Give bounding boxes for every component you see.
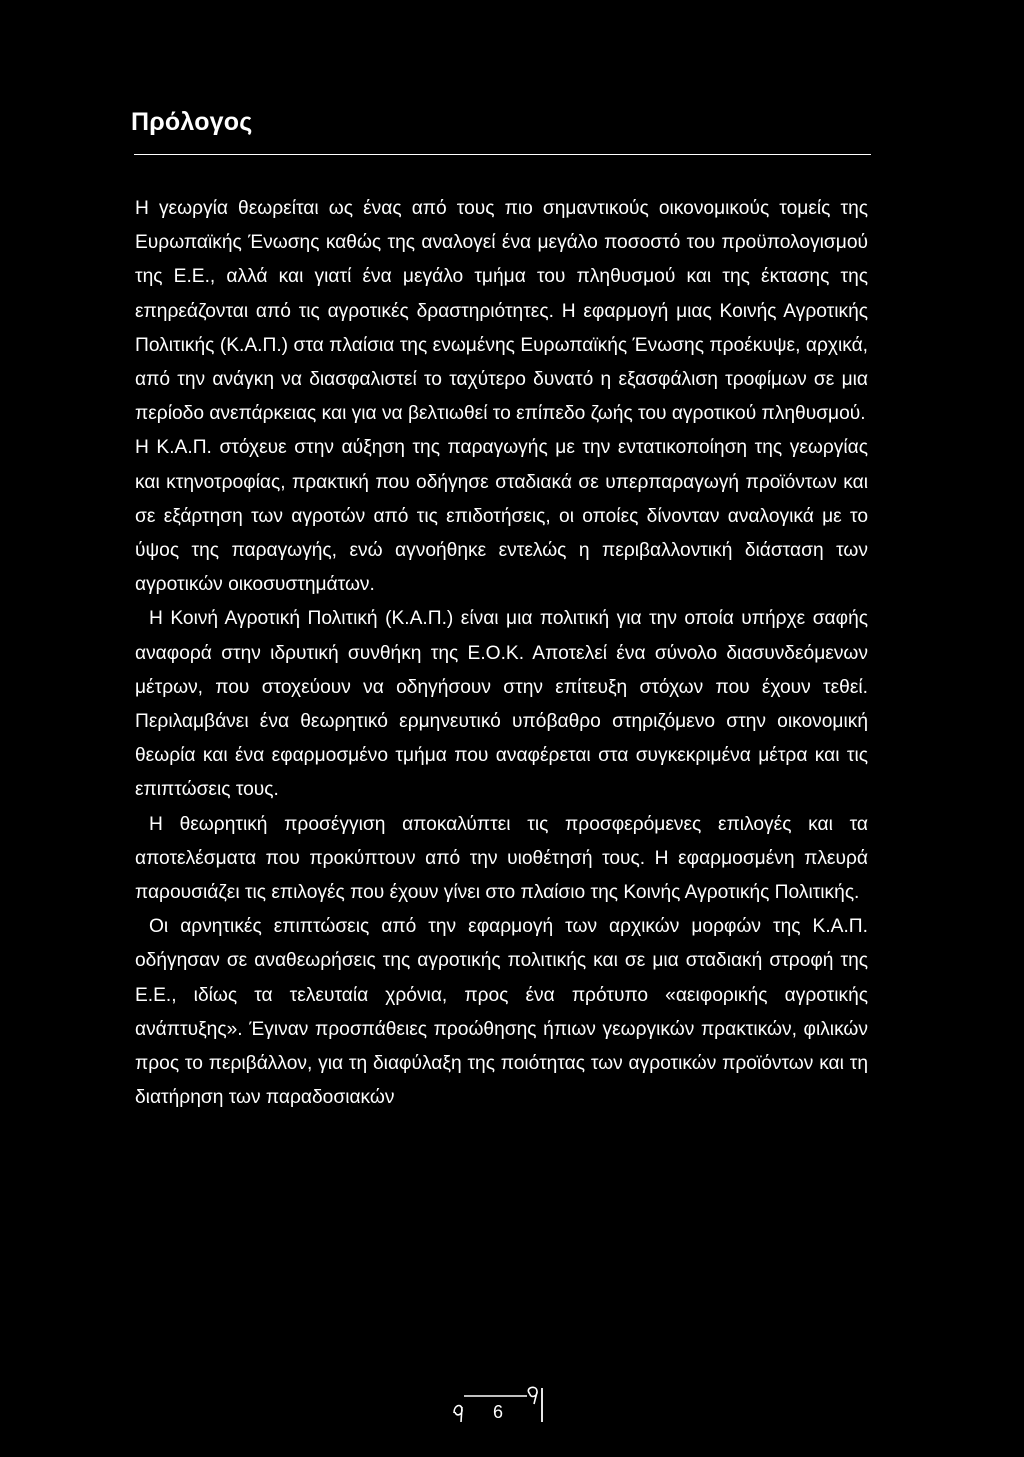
paragraph-5: Οι αρνητικές επιπτώσεις από την εφαρμογή των αρχικών μορφών της Κ.Α.Π. οδήγησαν σε αναθεωρήσεις της αγροτικής πολιτικής και σε μια σταδιακή στροφή της Ε.Ε., ιδίως τα τελευταία χρόνια, προς ένα πρότυπο «αειφορικής αγροτικής ανάπτυξης». Έγιναν προσπάθειες προώθησης ήπιων γεωργικών πρακτικών, φιλικών προς το περιβάλλον, για τη διαφύλαξη της ποιότητας των αγροτικών προϊόντων και τη διατήρηση των παραδοσιακών bbox=[135, 916, 868, 1109]
paragraph-4: Η θεωρητική προσέγγιση αποκαλύπτει τις προσφερόμενες επιλογές και τα αποτελέσματα που προκύπτουν από την υιοθέτησή τους. Η εφαρμοσμένη πλευρά παρουσιάζει τις επιλογές που έχουν γίνει στο πλαίσιο της Κοινής Αγροτικής Πολιτικής. bbox=[135, 813, 868, 904]
title-divider bbox=[134, 154, 871, 155]
handwritten-page-mark-icon bbox=[452, 1382, 562, 1427]
paragraph-2: Η Κ.Α.Π. στόχευε στην αύξηση της παραγωγής με την εντατικοποίηση της γεωργίας και κτηνοτροφίας, πρακτική που οδήγησε σταδιακά σε υπερπαραγωγή προϊόντων και σε εξάρτηση των αγροτών από τις επιδοτήσεις, οι οποίες δίνονταν αναλογικά με το ύψος της παραγωγής, ενώ αγνοήθηκε εντελώς η περιβαλλοντική διάσταση των αγροτικών οικοσυστημάτων. bbox=[135, 437, 868, 596]
paragraph-1: Η γεωργία θεωρείται ως ένας από τους πιο σημαντικούς οικονομικούς τομείς της Ευρωπαϊκής Ένωσης καθώς της αναλογεί ένα μεγάλο ποσοστό του προϋπολογισμού της Ε.Ε., αλλά και γιατί ένα μεγάλο τμήμα του πληθυσμού και της έκτασης της επηρεάζονται από τις αγροτικές δραστηριότητες. Η εφαρμογή μιας Κοινής Αγροτικής Πολιτικής (Κ.Α.Π.) στα πλαίσια της ενωμένης Ευρωπαϊκής Ένωσης προέκυψε, αρχικά, από την ανάγκη να διασφαλιστεί το ταχύτερο δυνατό η εξασφάλιση τροφίμων σε μια περίοδο ανεπάρκειας και για να βελτιωθεί το επίπεδο ζωής του αγροτικού πληθυσμού. bbox=[135, 198, 868, 425]
page-footer bbox=[452, 1382, 562, 1427]
body-text bbox=[135, 192, 868, 1115]
page-number: 6 bbox=[493, 1402, 504, 1422]
page-title: Πρόλογος bbox=[131, 108, 253, 136]
paragraph-3: Η Κοινή Αγροτική Πολιτική (Κ.Α.Π.) είναι μια πολιτική για την οποία υπήρχε σαφής αναφορά στην ιδρυτική συνθήκη της Ε.Ο.Κ. Αποτελεί ένα σύνολο διασυνδεόμενων μέτρων, που στοχεύουν να οδηγήσουν στην επίτευξη στόχων που έχουν τεθεί. Περιλαμβάνει ένα θεωρητικό ερμηνευτικό υπόβαθρο στηριζόμενο στην οικονομική θεωρία και ένα εφαρμοσμένο τμήμα που αναφέρεται στα συγκεκριμένα μέτρα και τις επιπτώσεις τους. bbox=[135, 608, 868, 801]
